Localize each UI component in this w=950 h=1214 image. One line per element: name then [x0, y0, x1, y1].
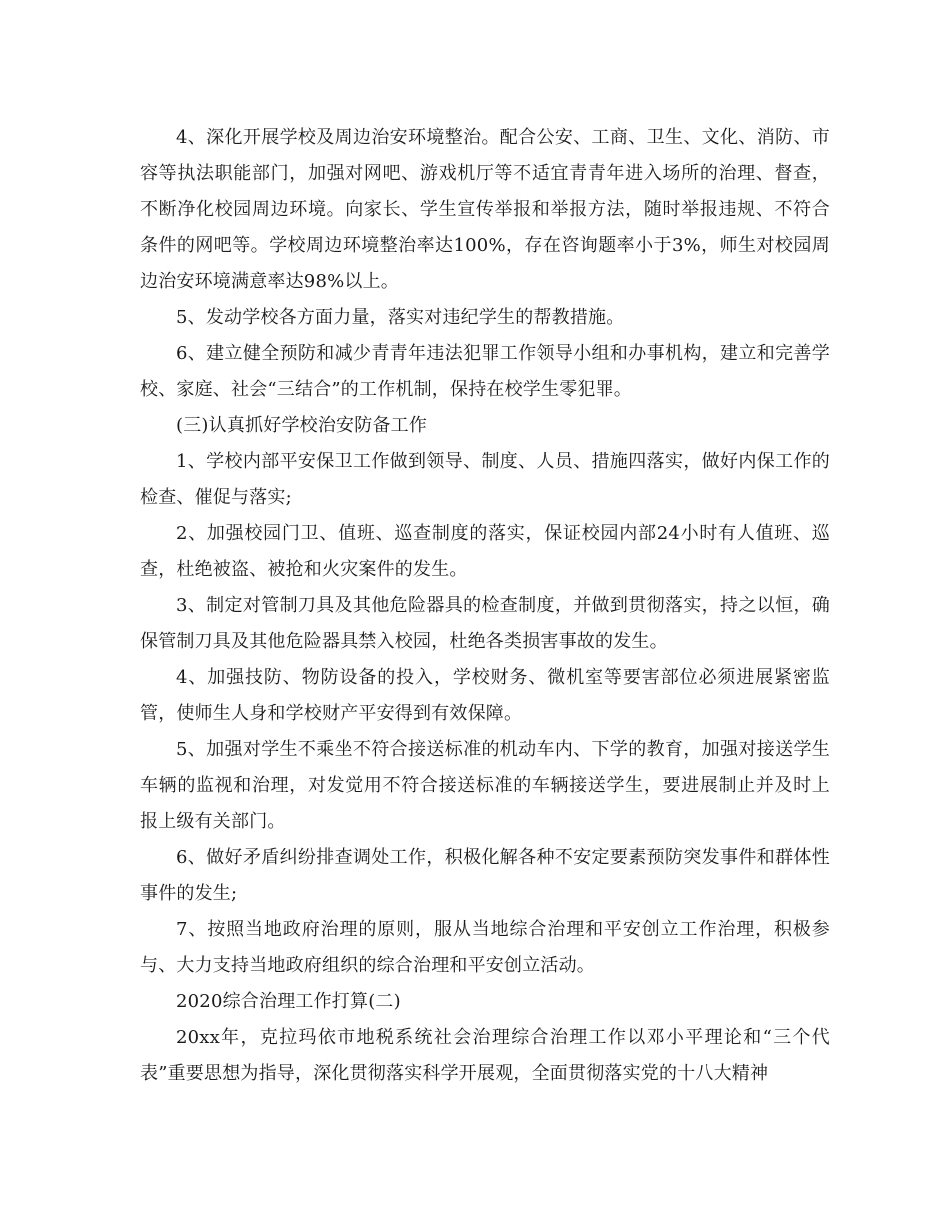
paragraph-item-5-discipline-help: 5、发动学校各方面力量，落实对违纪学生的帮教措施。 — [176, 307, 625, 328]
paragraph-security-1: 1、学校内部平安保卫工作做到领导、制度、人员、措施四落实，做好内保工作的检查、催促与落实; — [140, 451, 830, 508]
paragraph-security-4: 4、加强技防、物防设备的投入，学校财务、微机室等要害部位必须进展紧密监管，使师生人身和学校财产平安得到有效保障。 — [140, 667, 830, 724]
paragraph-security-6: 6、做好矛盾纠纷排查调处工作，积极化解各种不安定要素预防突发事件和群体性事件的发生; — [140, 847, 830, 904]
section-heading-plan-two: 2020综合治理工作打算(二) — [176, 991, 401, 1012]
paragraph-item-6-crime-prevention: 6、建立健全预防和减少青青年违法犯罪工作领导小组和办事机构，建立和完善学校、家庭、社会“三结合”的工作机制，保持在校学生零犯罪。 — [140, 343, 830, 400]
paragraph-security-3: 3、制定对管制刀具及其他危险器具的检查制度，并做到贯彻落实，持之以恒，确保管制刀具及其他危险器具禁入校园，杜绝各类损害事故的发生。 — [140, 595, 830, 652]
paragraph-security-5: 5、加强对学生不乘坐不符合接送标准的机动车内、下学的教育，加强对接送学生车辆的监视和治理，对发觉用不符合接送标准的车辆接送学生，要进展制止并及时上报上级有关部门。 — [140, 739, 830, 832]
document-body — [140, 120, 830, 1092]
paragraph-security-2: 2、加强校园门卫、值班、巡查制度的落实，保证校园内部24小时有人值班、巡查，杜绝被盗、被抢和火灾案件的发生。 — [140, 523, 830, 580]
section-heading-security: (三)认真抓好学校治安防备工作 — [176, 415, 428, 436]
paragraph-item-4-campus-environment: 4、深化开展学校及周边治安环境整治。配合公安、工商、卫生、文化、消防、市容等执法职能部门，加强对网吧、游戏机厅等不适宜青青年进入场所的治理、督查，不断净化校园周边环境。向家长、学生宣传举报和举报方法，随时举报违规、不符合条件的网吧等。学校周边环境整治率达100%，存在咨询题率小于3%，师生对校园周边治安环境满意率达98%以上。 — [140, 127, 830, 292]
paragraph-plan-intro: 20xx年，克拉玛依市地税系统社会治理综合治理工作以邓小平理论和“三个代表”重要思想为指导，深化贯彻落实科学开展观，全面贯彻落实党的十八大精神 — [140, 1027, 830, 1084]
paragraph-security-7: 7、按照当地政府治理的原则，服从当地综合治理和平安创立工作治理，积极参与、大力支持当地政府组织的综合治理和平安创立活动。 — [140, 919, 830, 976]
